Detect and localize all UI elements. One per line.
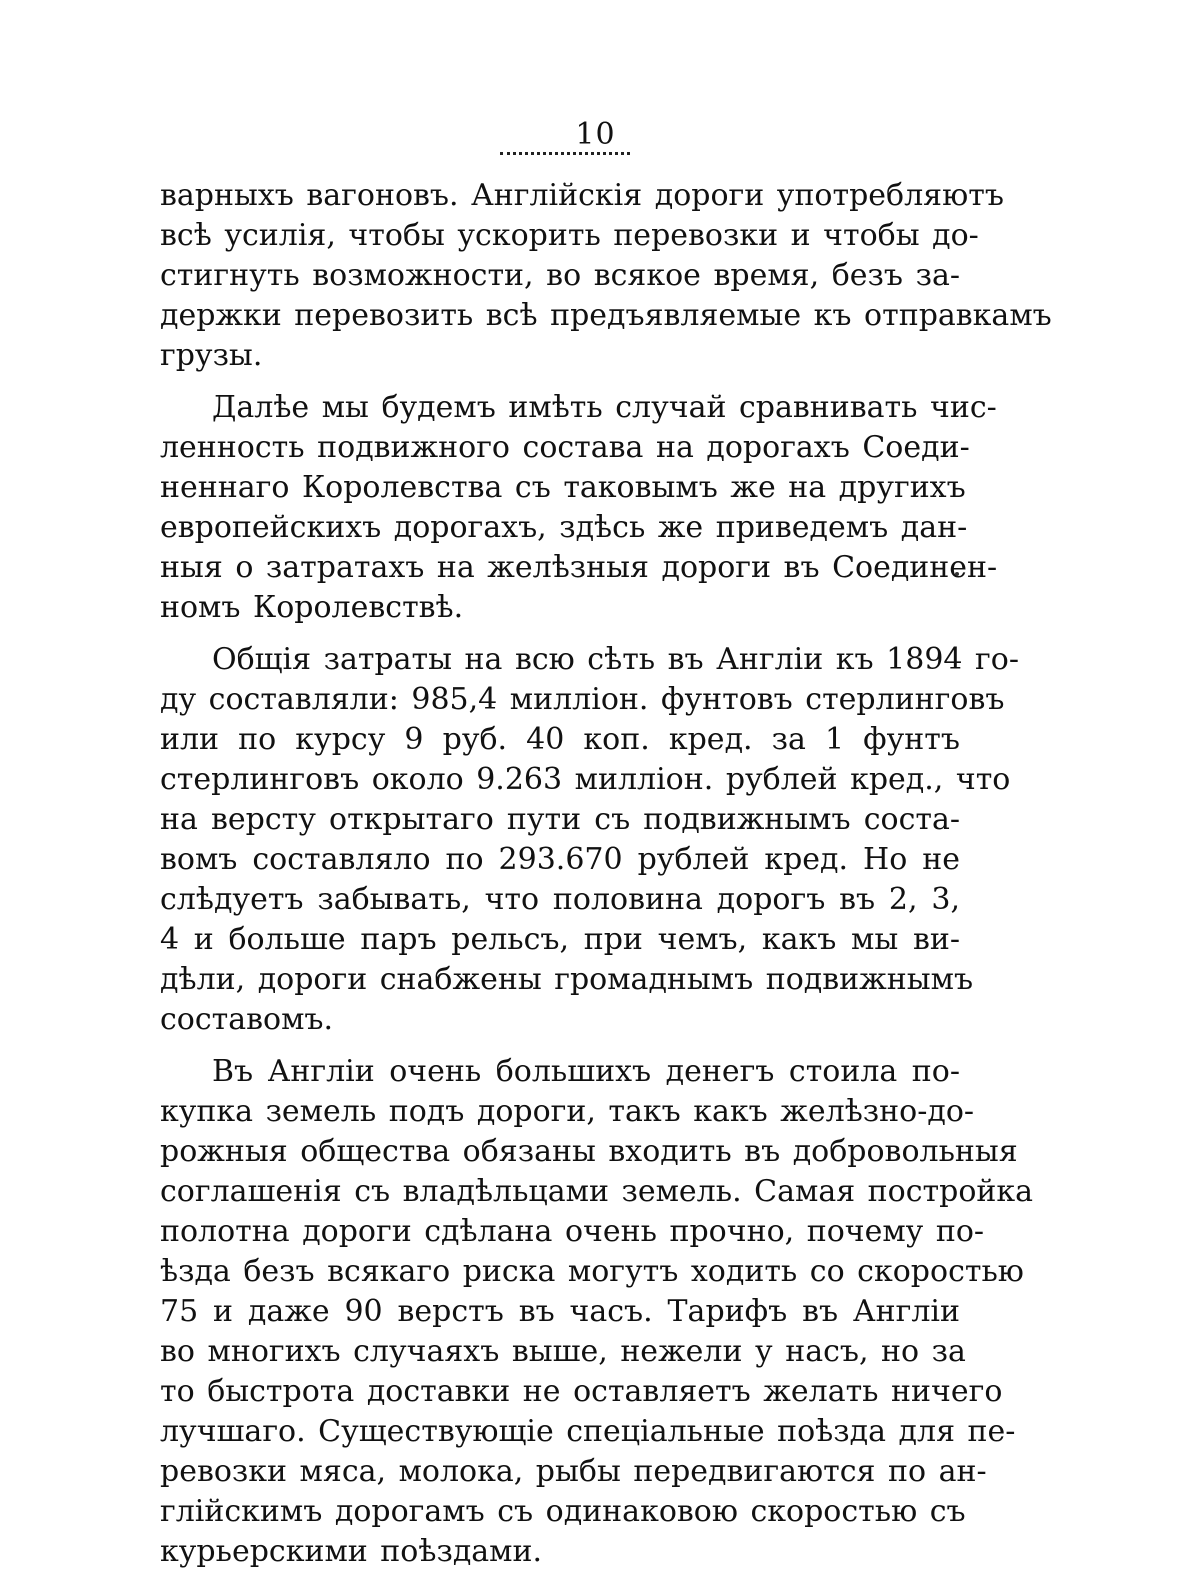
text-line: ныя о затратахъ на желѣзныя дороги въ Соединен- [160,550,998,585]
text-line: грузы. [160,338,263,373]
text-line: слѣдуетъ забывать, что половина дорогъ въ 2, 3, [160,882,960,917]
text-line: курьерскими поѣздами. [160,1534,543,1569]
paragraph-gap [160,1040,960,1052]
body-text [160,176,1052,1572]
page-number: 10 [575,117,616,152]
text-line: ѣзда безъ всякаго риска могутъ ходить со скоростью [160,1254,1024,1289]
text-line: ду составляли: 985,4 милліон. фунтовъ стерлинговъ [160,682,1005,717]
paragraph [160,640,1019,1040]
text-line: рожныя общества обязаны входить въ добровольныя [160,1134,1018,1169]
text-line: стигнуть возможности, во всякое время, безъ за- [160,258,960,293]
header-rule [500,152,630,155]
text-line: составомъ. [160,1002,334,1037]
text-line: или по курсу 9 руб. 40 коп. кред. за 1 фунтъ [160,722,960,757]
text-line: полотна дороги сдѣлана очень прочно, почему по- [160,1214,985,1249]
text-line: вомъ составляло по 293.670 рублей кред. Но не [160,842,960,877]
text-line: на версту открытаго пути съ подвижнымъ соста- [160,802,960,837]
text-line: варныхъ вагоновъ. Англійскія дороги употребляютъ [160,178,1004,213]
text-line: глійскимъ дорогамъ съ одинаковою скоростью съ [160,1494,966,1529]
text-line: 4 и больше паръ рельсъ, при чемъ, какъ мы ви- [160,922,960,957]
paragraph [160,388,998,628]
text-line: ревозки мяса, молока, рыбы передвигаются по ан- [160,1454,987,1489]
text-line: лучшаго. Существующіе спеціальные поѣзда для пе- [160,1414,1016,1449]
text-line: европейскихъ дорогахъ, здѣсь же приведемъ дан- [160,510,968,545]
text-line: дѣли, дороги снабжены громаднымъ подвижнымъ [160,962,974,997]
paragraph-gap [160,628,960,640]
text-line: 75 и даже 90 верстъ въ часъ. Тарифъ въ Англіи [160,1294,960,1329]
paragraph-gap [160,376,960,388]
paragraph [160,1052,1034,1572]
text-line: Въ Англіи очень большихъ денегъ стоила по- [212,1054,960,1089]
text-line: ленность подвижного состава на дорогахъ Соеди- [160,430,970,465]
text-line: номъ Королевствѣ. [160,590,464,625]
text-line: стерлинговъ около 9.263 милліон. рублей кред., что [160,762,1011,797]
text-line: Далѣе мы будемъ имѣть случай сравнивать чис- [212,390,997,425]
text-line: держки перевозить всѣ предъявляемые къ отправкамъ [160,298,1052,333]
text-line: соглашенія съ владѣльцами земель. Самая постройка [160,1174,1034,1209]
text-line: неннаго Королевства съ таковымъ же на другихъ [160,470,966,505]
text-line: купка земель подъ дороги, такъ какъ желѣзно-до- [160,1094,975,1129]
text-line: то быстрота доставки не оставляетъ желать ничего [160,1374,1003,1409]
text-line: всѣ усилія, чтобы ускорить перевозки и чтобы до- [160,218,979,253]
text-line: Общія затраты на всю сѣть въ Англіи къ 1894 го- [212,642,1019,677]
text-line: во многихъ случаяхъ выше, нежели у насъ, но за [160,1334,966,1369]
paragraph [160,176,1052,376]
